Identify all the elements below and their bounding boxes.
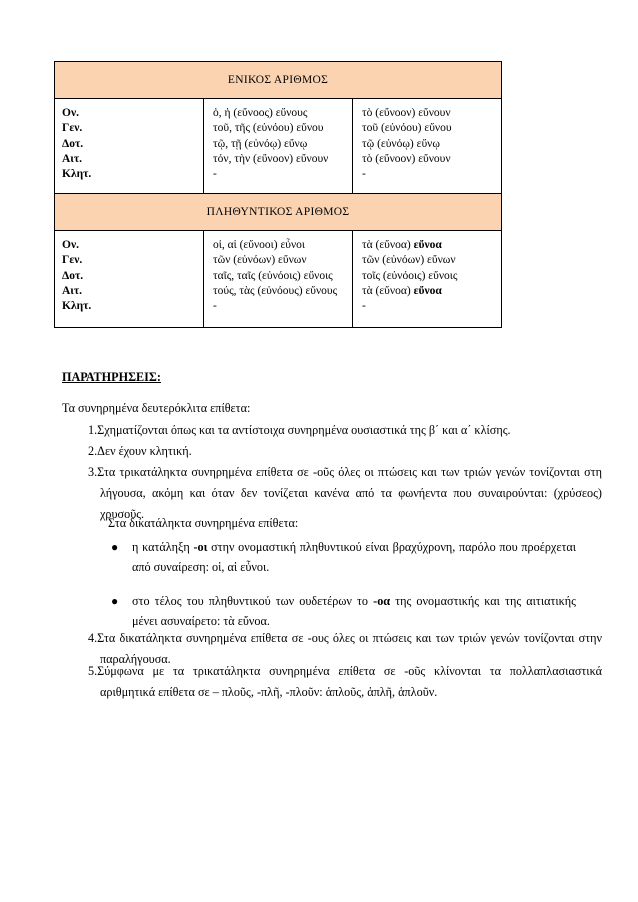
form-cell: τὸ (εὔνοον) εὔνουν — [362, 152, 451, 165]
case-label: Ον. — [62, 107, 79, 119]
form-cell: τῶν (εὐνόων) εὔνων — [362, 254, 456, 267]
notes-title: ΠΑΡΑΤΗΡΗΣΕΙΣ: — [62, 370, 161, 384]
bullet-item-2 — [111, 591, 576, 631]
bullet-icon: ● — [111, 594, 119, 608]
singular-neuter-column — [353, 99, 502, 194]
notes-intro: Τα συνηρημένα δευτερόκλιτα επίθετα: — [62, 401, 251, 415]
note-item-4: 4.Στα δικατάληκτα συνηρημένα επίθετα σε -ους όλες οι πτώσεις και των τριών γενών τονίζονται στην παραλήγουσα. — [88, 631, 602, 666]
case-label: Γεν. — [62, 254, 83, 267]
form-cell: τῶν (εὐνόων) εὔνων — [213, 254, 307, 267]
form-cell: τὰ (εὔνοα) εὔνοα — [362, 284, 442, 297]
bold-form: εὔνοα — [413, 239, 442, 251]
form-cell: τοῖς (εὐνόοις) εὔνοις — [362, 269, 458, 282]
bold-ending: -οα — [373, 594, 391, 608]
form-cell: τῷ, τῇ (εὐνόῳ) εὔνῳ — [213, 137, 308, 150]
bold-ending: -οι — [193, 540, 208, 554]
case-labels-singular — [55, 99, 204, 194]
sub-intro: Στα δικατάληκτα συνηρημένα επίθετα: — [108, 516, 299, 530]
plural-neuter-column — [353, 231, 502, 328]
case-label: Κλητ. — [62, 300, 92, 313]
case-label: Γεν. — [62, 122, 83, 135]
form-cell: τούς, τὰς (εὐνόους) εὔνους — [213, 284, 338, 297]
form-cell: τὸ (εὔνοον) εὔνουν — [362, 107, 451, 119]
bullet-item-1 — [111, 537, 577, 577]
case-label: Δοτ. — [62, 269, 84, 282]
plural-header: ΠΛΗΘΥΝΤΙΚΟΣ ΑΡΙΘΜΟΣ — [55, 194, 502, 231]
case-label: Κλητ. — [62, 168, 92, 181]
form-cell: τὰ (εὔνοα) εὔνοα — [362, 239, 442, 251]
form-cell: - — [362, 168, 366, 181]
bold-form: εὔνοα — [413, 284, 442, 297]
case-label: Αιτ. — [62, 152, 83, 165]
form-cell: τῷ (εὐνόῳ) εὔνῳ — [362, 137, 440, 150]
note-item-1: 1.Σχηματίζονται όπως και τα αντίστοιχα συνηρημένα ουσιαστικά της β΄ και α΄ κλίσης. — [88, 423, 511, 437]
note-item-3: 3.Στα τρικατάληκτα συνηρημένα επίθετα σε -οῦς όλες οι πτώσεις και των τριών γενών τονίζονται στη λήγουσα, ακόμη και όταν δεν τονίζεται κανένα από τα φωνήεντα που συναιρούνται: (χρύσεος) χρυσοῦς. — [88, 465, 602, 521]
case-labels-plural — [55, 231, 204, 328]
form-cell: - — [362, 300, 366, 313]
bullet-text: η κατάληξη -οι στην ονομαστική πληθυντικού είναι βραχύχρονη, παρόλο που προέρχεται από συναίρεση: οἱ, αἱ εὖνοι. — [132, 540, 577, 574]
singular-header: ΕΝΙΚΟΣ ΑΡΙΘΜΟΣ — [55, 62, 502, 99]
bullet-icon: ● — [111, 540, 119, 554]
form-cell: οἱ, αἱ (εὔνοοι) εὖνοι — [213, 239, 306, 251]
note-item-5: 5.Σύμφωνα με τα τρικατάληκτα συνηρημένα επίθετα σε -οῦς κλίνονται τα πολλαπλασιαστικά αριθμητικά επίθετα σε – πλοῦς, -πλῆ, -πλοῦν: ἁπλοῦς, ἁπλῆ, ἁπλοῦν. — [88, 664, 602, 699]
form-cell: τόν, τὴν (εὔνοον) εὔνουν — [213, 152, 329, 165]
case-label: Ον. — [62, 239, 79, 251]
form-cell: ταῖς, ταῖς (εὐνόοις) εὔνοις — [213, 269, 333, 282]
form-cell: - — [213, 168, 217, 181]
form-cell: τοῦ, τῆς (εὐνόου) εὔνου — [213, 122, 324, 135]
declension-table — [54, 61, 502, 328]
note-item-2: 2.Δεν έχουν κλητική. — [88, 444, 192, 458]
case-label: Δοτ. — [62, 137, 84, 150]
bullet-text: στο τέλος του πληθυντικού των ουδετέρων το -οα της ονομαστικής και της αιτιατικής μένει ασυναίρετο: τὰ εὔνοα. — [132, 594, 576, 628]
form-cell: τοῦ (εὐνόου) εὔνου — [362, 122, 452, 135]
form-cell: ὁ, ἡ (εὔνοος) εὔνους — [213, 107, 308, 119]
case-label: Αιτ. — [62, 284, 83, 297]
singular-masc-fem-column — [204, 99, 353, 194]
notes-section — [62, 370, 592, 385]
form-cell: - — [213, 300, 217, 313]
plural-masc-fem-column — [204, 231, 353, 328]
